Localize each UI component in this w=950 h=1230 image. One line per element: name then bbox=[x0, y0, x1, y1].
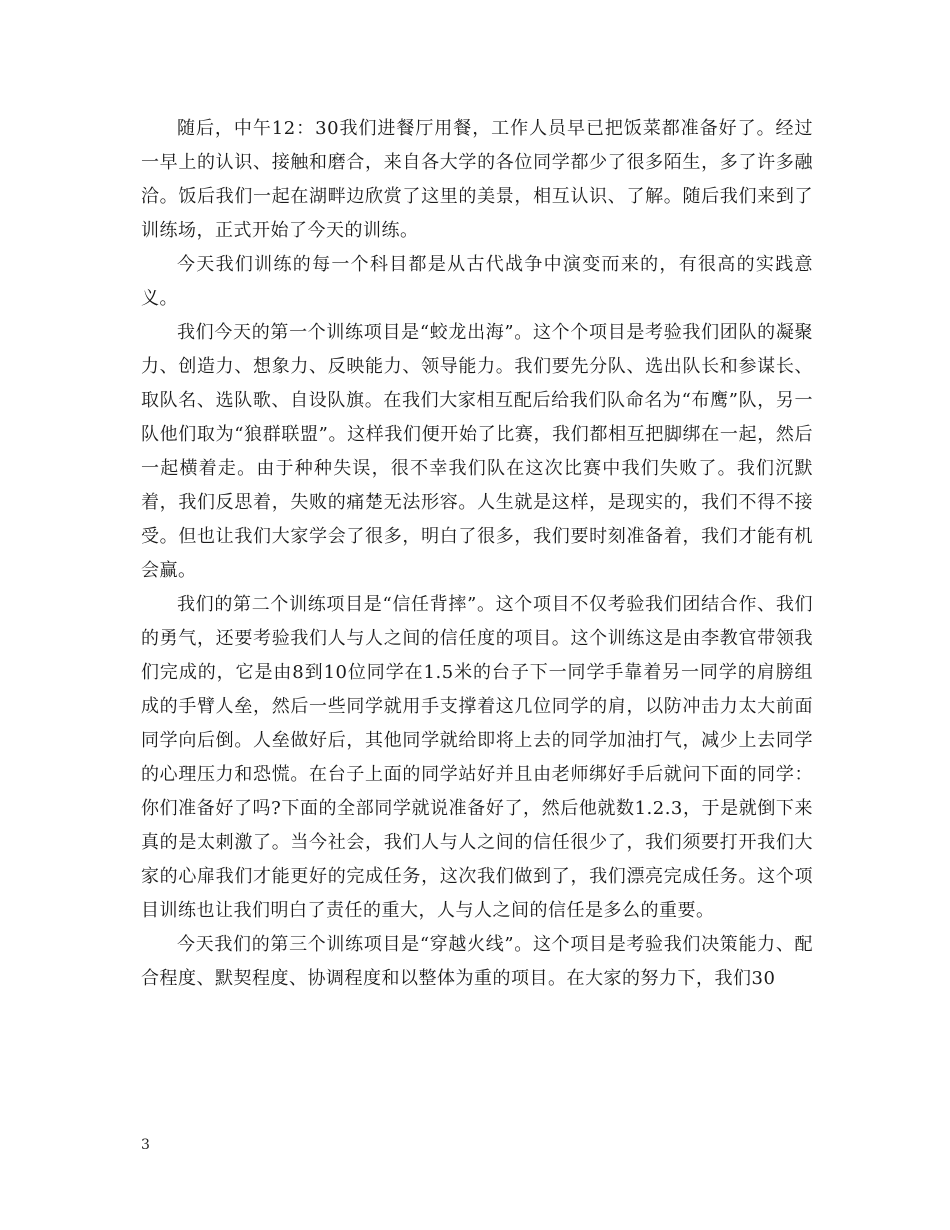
document-body bbox=[141, 112, 813, 996]
paragraph-first-project: 我们今天的第一个训练项目是“蛟龙出海”。这个个项目是考验我们团队的凝聚力、创造力、想象力、反映能力、领导能力。我们要先分队、选出队长和参谋长、取队名、选队歌、自设队旗。在我们大家相互配后给我们队命名为“布鹰”队，另一队他们取为“狼群联盟”。这样我们便开始了比赛，我们都相互把脚绑在一起，然后一起横着走。由于种种失误，很不幸我们队在这次比赛中我们失败了。我们沉默着，我们反思着，失败的痛楚无法形容。人生就是这样，是现实的，我们不得不接受。但也让我们大家学会了很多，明白了很多，我们要时刻准备着，我们才能有机会赢。 bbox=[141, 322, 813, 581]
paragraph-second-project: 我们的第二个训练项目是“信任背摔”。这个项目不仅考验我们团结合作、我们的勇气，还要考验我们人与人之间的信任度的项目。这个训练这是由李教官带领我们完成的，它是由8到10位同学在1.5米的台子下一同学手靠着另一同学的肩膀组成的手臂人垒，然后一些同学就用手支撑着这几位同学的肩，以防冲击力太大前面同学向后倒。人垒做好后，其他同学就给即将上去的同学加油打气，减少上去同学的心理压力和恐慌。在台子上面的同学站好并且由老师绑好手后就问下面的同学：你们准备好了吗?下面的全部同学就说准备好了，然后他就数1.2.3，于是就倒下来真的是太刺激了。当今社会，我们人与人之间的信任很少了，我们须要打开我们大家的心扉我们才能更好的完成任务，这次我们做到了，我们漂亮完成任务。这个项目训练也让我们明白了责任的重大，人与人之间的信任是多么的重要。 bbox=[141, 594, 813, 921]
paragraph-training-meaning: 今天我们训练的每一个科目都是从古代战争中演变而来的，有很高的实践意义。 bbox=[141, 254, 813, 309]
paragraph-third-project: 今天我们的第三个训练项目是“穿越火线”。这个项目是考验我们决策能力、配合程度、默契程度、协调程度和以整体为重的项目。在大家的努力下，我们30 bbox=[141, 934, 813, 989]
paragraph-lunch: 随后，中午12：30我们进餐厅用餐，工作人员早已把饭菜都准备好了。经过一早上的认识、接触和磨合，来自各大学的各位同学都少了很多陌生，多了许多融洽。饭后我们一起在湖畔边欣赏了这里的美景，相互认识、了解。随后我们来到了训练场，正式开始了今天的训练。 bbox=[141, 118, 813, 241]
page-number: 3 bbox=[141, 1137, 150, 1153]
